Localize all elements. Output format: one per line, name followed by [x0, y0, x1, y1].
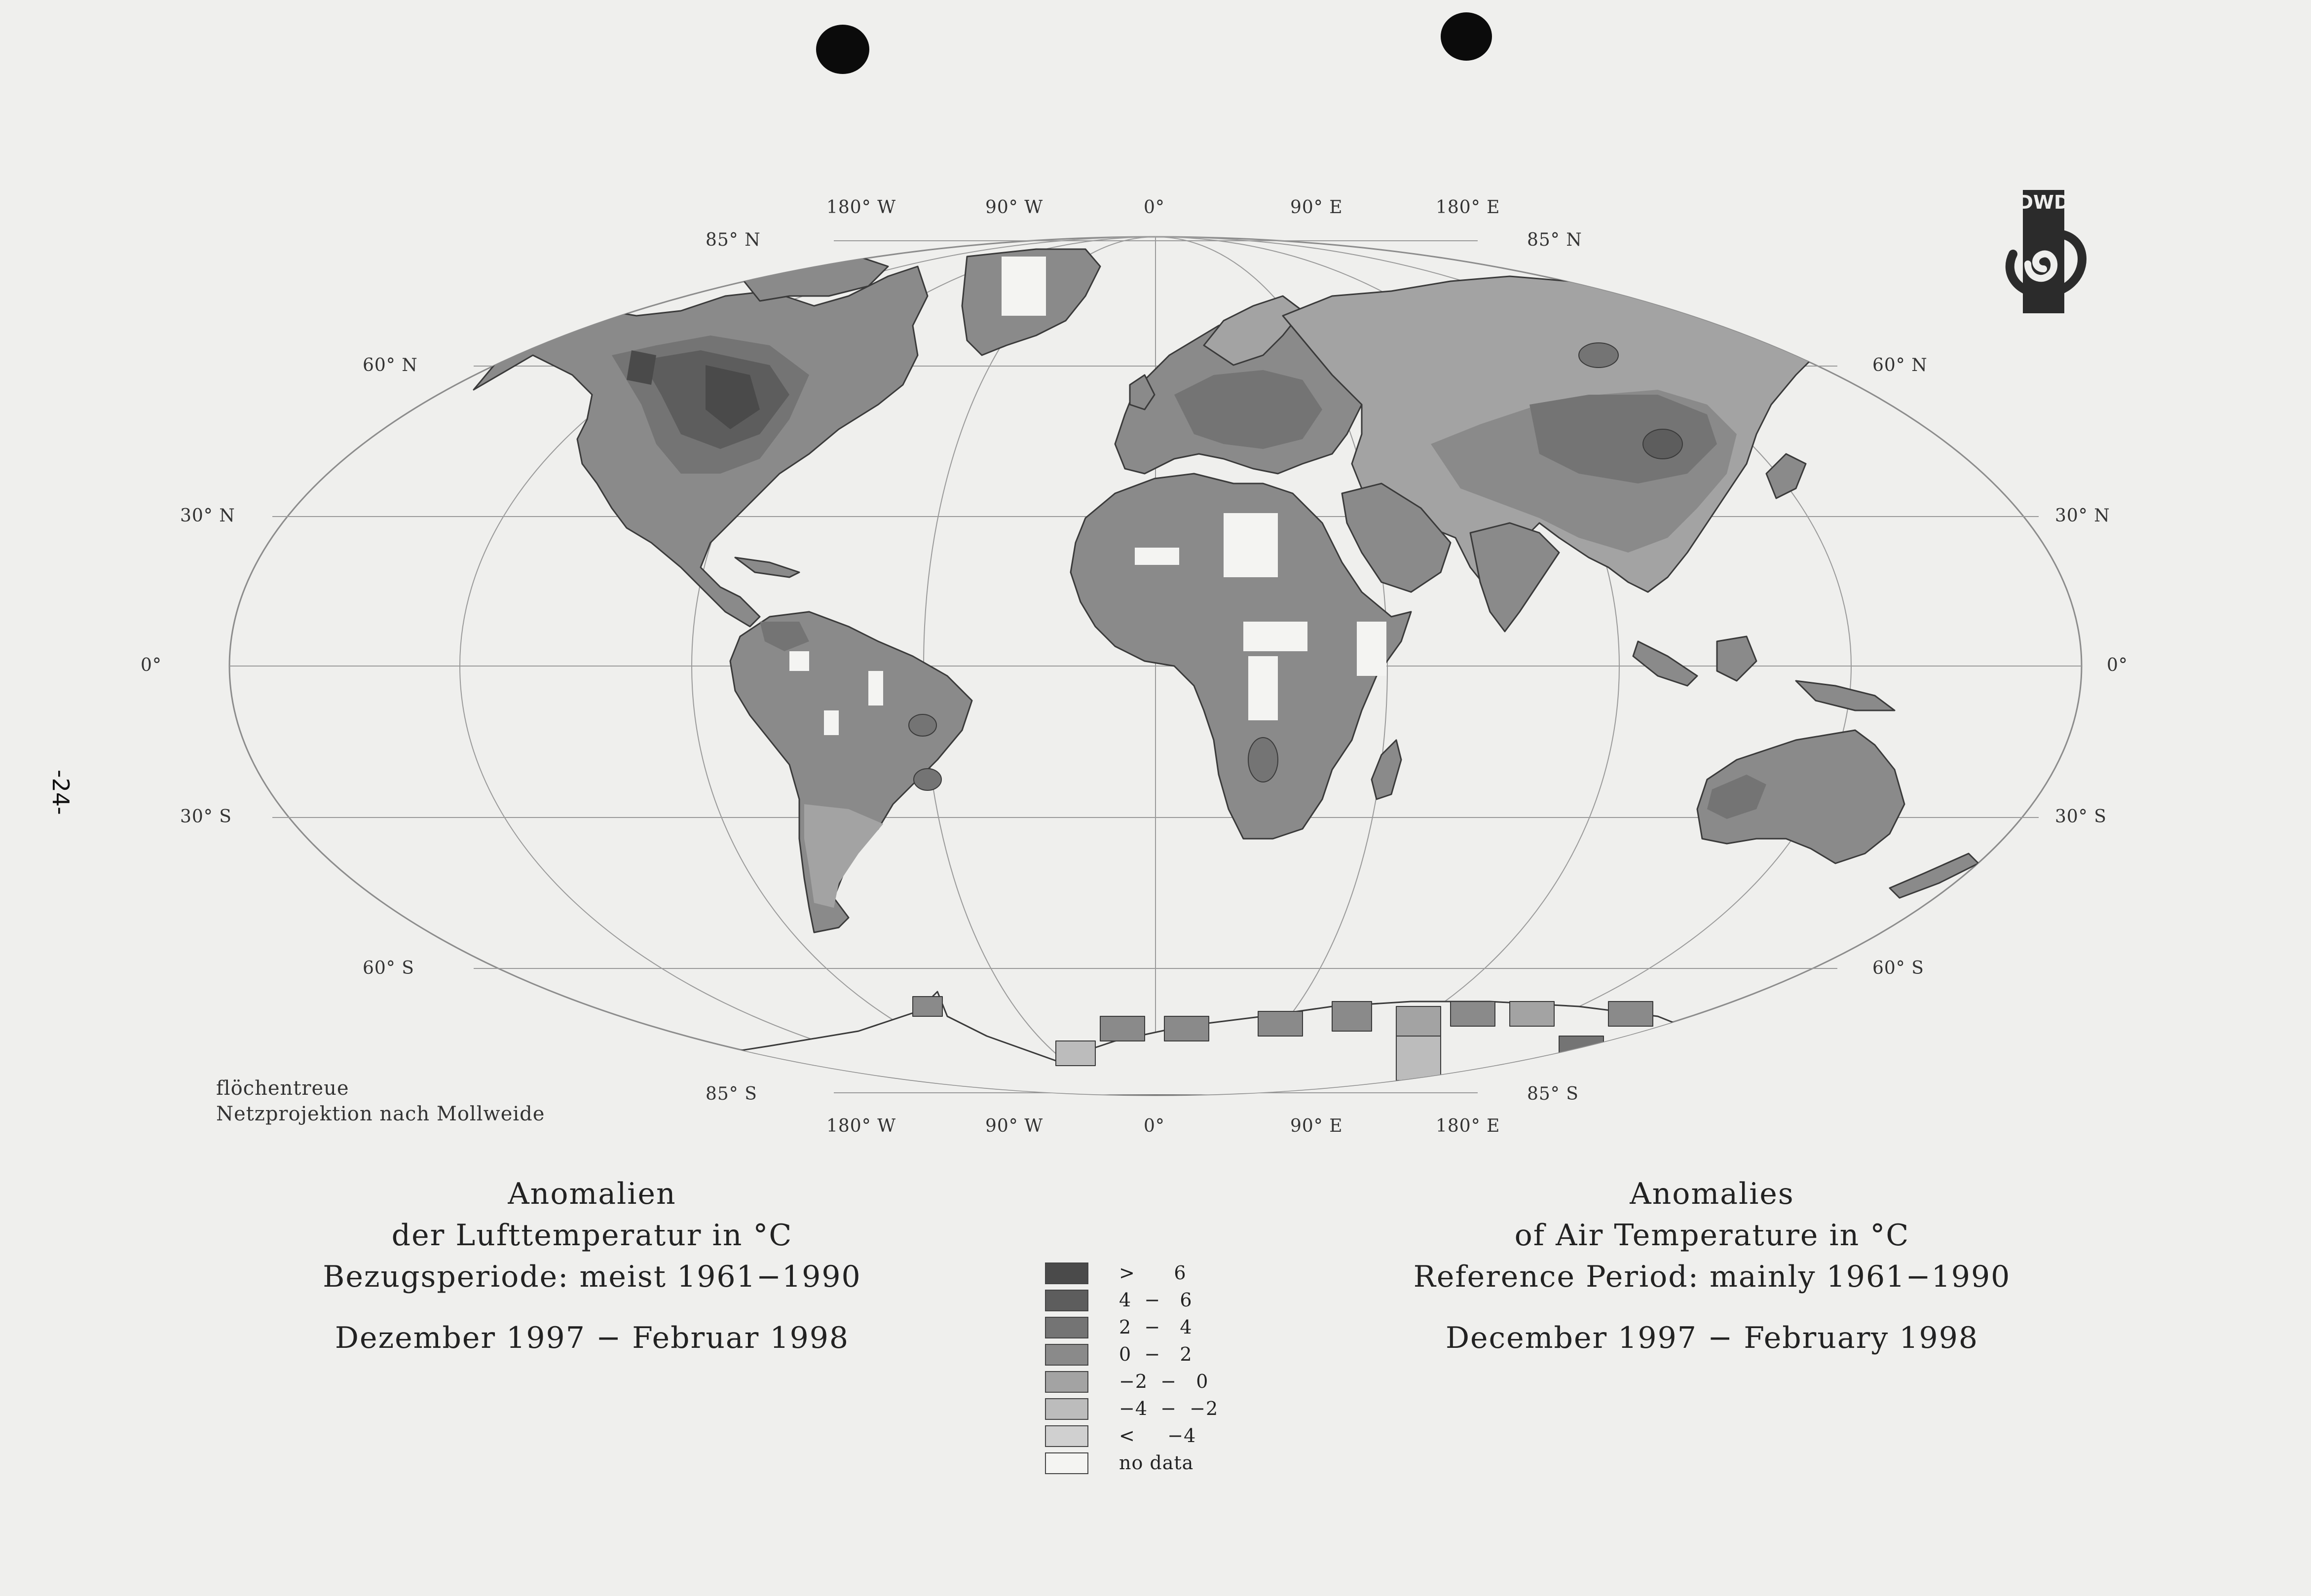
- africa-nodata-1: [1224, 513, 1278, 577]
- legend-swatch-2-4: [1045, 1317, 1088, 1338]
- legend-label: 0 − 2: [1119, 1343, 1193, 1365]
- india: [1470, 523, 1559, 631]
- sa-nodata-3: [824, 710, 839, 735]
- antarctica-shade-10: [1559, 1036, 1603, 1071]
- antarctica-shade-5: [1332, 1002, 1372, 1031]
- antarctica-shade-3: [1164, 1016, 1209, 1041]
- lon-label-top-90w: 90° W: [985, 197, 1044, 218]
- title-german: [247, 1173, 937, 1359]
- antarctica-shade-8: [1451, 1002, 1495, 1026]
- lat-label-right-0: 0°: [2107, 655, 2128, 675]
- lat-label-right-30s: 30° S: [2055, 807, 2107, 827]
- lon-label-top-0: 0°: [1144, 197, 1165, 218]
- legend-label: < −4: [1119, 1425, 1196, 1447]
- africa-nodata-5: [1357, 622, 1386, 676]
- projection-note: [216, 1076, 545, 1127]
- antarctica-shade-2: [1100, 1016, 1145, 1041]
- lon-label-bottom-90w: 90° W: [985, 1116, 1044, 1136]
- lon-label-top-90e: 90° E: [1290, 197, 1343, 218]
- lon-label-bottom-0: 0°: [1144, 1116, 1165, 1136]
- legend-swatch-m4-m2: [1045, 1398, 1088, 1420]
- page-number: -24-: [47, 770, 74, 815]
- antarctica-shade-11: [1608, 1002, 1653, 1026]
- antarctica-shade-1: [913, 997, 942, 1016]
- title-en-line2: of Air Temperature in °C: [1514, 1218, 1910, 1253]
- greenland-nodata: [1002, 257, 1046, 316]
- projection-note-line1: flöchentreue: [216, 1077, 349, 1100]
- legend-label: 2 − 4: [1119, 1316, 1193, 1338]
- dwd-logo-text: DWD: [2017, 191, 2070, 213]
- title-de-line3: Bezugsperiode: meist 1961−1990: [323, 1260, 861, 1294]
- lat-label-right-60n: 60° N: [1872, 355, 1928, 375]
- legend-label: 4 − 6: [1119, 1289, 1193, 1311]
- asia-anomaly-4-6-b: [1579, 343, 1618, 368]
- lat-label-left-30s: 30° S: [180, 807, 232, 827]
- antarctica-shade-9: [1510, 1002, 1554, 1026]
- lon-label-bottom-90e: 90° E: [1290, 1116, 1343, 1136]
- title-de-period: Dezember 1997 − Februar 1998: [335, 1321, 850, 1355]
- antarctica-shade-6: [1396, 1006, 1441, 1036]
- japan: [1766, 454, 1806, 498]
- lat-label-right-85s: 85° S: [1527, 1084, 1579, 1104]
- title-english: [1322, 1173, 2102, 1359]
- indonesia: [1633, 636, 1895, 710]
- lon-label-top-180e: 180° E: [1436, 197, 1500, 218]
- legend-swatch-m2-0: [1045, 1371, 1088, 1393]
- africa-nodata-3: [1243, 622, 1307, 651]
- sa-nodata-2: [868, 671, 883, 705]
- lat-label-left-60n: 60° N: [363, 355, 418, 375]
- lon-label-top-180w: 180° W: [826, 197, 896, 218]
- africa-nodata-2: [1135, 548, 1179, 565]
- legend-swatch-lt-m4: [1045, 1425, 1088, 1447]
- lat-label-left-85n: 85° N: [706, 230, 761, 250]
- antarctica-shade-4: [1258, 1011, 1303, 1036]
- lat-label-right-85n: 85° N: [1527, 230, 1582, 250]
- lat-label-right-60s: 60° S: [1872, 958, 1924, 978]
- sa-anomaly-2-4-b: [909, 714, 936, 736]
- legend-label: −2 − 0: [1119, 1371, 1209, 1392]
- antarctica-shade-7: [1396, 1036, 1441, 1080]
- asia-anomaly-4-6-a: [1643, 429, 1682, 459]
- legend-swatch-0-2: [1045, 1344, 1088, 1366]
- lat-label-left-30n: 30° N: [180, 506, 235, 526]
- new-zealand: [1890, 854, 1978, 898]
- lat-label-left-0: 0°: [141, 655, 162, 675]
- lon-label-bottom-180e: 180° E: [1436, 1116, 1500, 1136]
- title-en-line3: Reference Period: mainly 1961−1990: [1413, 1260, 2011, 1294]
- title-de-line1: Anomalien: [508, 1177, 676, 1211]
- africa-nodata-4: [1248, 656, 1278, 720]
- sa-anomaly-2-4-c: [914, 769, 941, 790]
- lon-label-bottom-180w: 180° W: [826, 1116, 896, 1136]
- antarctica-shade-12: [1056, 1041, 1095, 1066]
- legend-label: > 6: [1119, 1262, 1187, 1284]
- title-en-period: December 1997 − February 1998: [1445, 1321, 1979, 1355]
- legend-swatch-gt6: [1045, 1262, 1088, 1284]
- cuba: [735, 557, 799, 577]
- dwd-logo: [1983, 190, 2102, 313]
- legend-swatch-4-6: [1045, 1290, 1088, 1311]
- title-de-line2: der Lufttemperatur in °C: [391, 1218, 793, 1253]
- sa-nodata-1: [789, 651, 809, 671]
- africa-anomaly-2-4: [1248, 738, 1278, 782]
- madagascar: [1372, 740, 1401, 799]
- lat-label-left-85s: 85° S: [706, 1084, 757, 1104]
- legend-swatch-nodata: [1045, 1452, 1088, 1474]
- na-anomaly-gt6-west: [627, 350, 656, 385]
- title-en-line1: Anomalies: [1630, 1177, 1794, 1211]
- legend-label: −4 − −2: [1119, 1398, 1219, 1419]
- lat-label-left-60s: 60° S: [363, 958, 414, 978]
- projection-note-line2: Netzprojektion nach Mollweide: [216, 1103, 545, 1125]
- lat-label-right-30n: 30° N: [2055, 506, 2110, 526]
- legend-label: no data: [1119, 1452, 1194, 1474]
- sa-anomaly-m2-0: [804, 804, 883, 908]
